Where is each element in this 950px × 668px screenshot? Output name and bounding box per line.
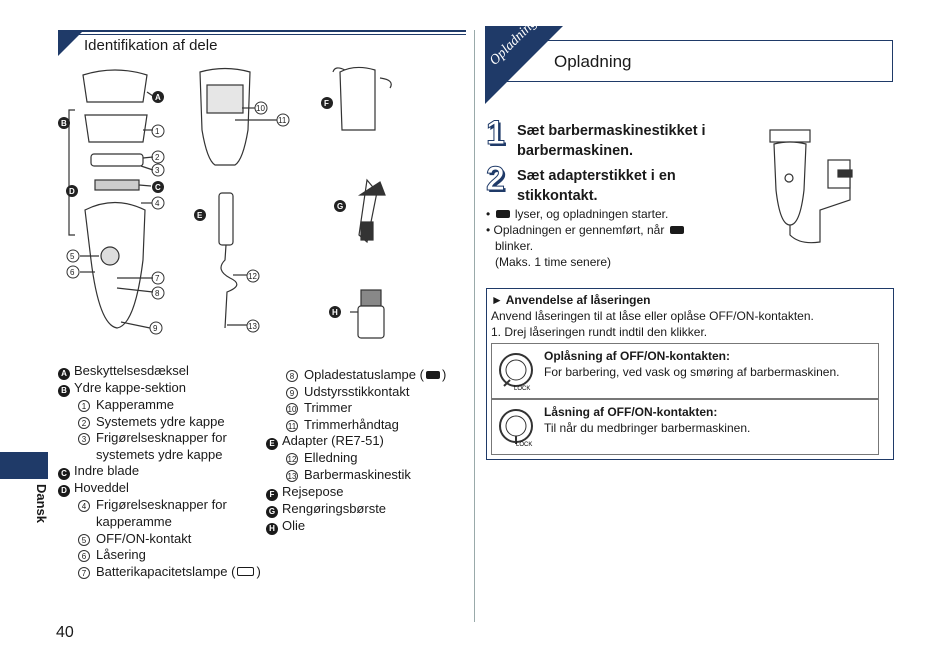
label-10: 10 xyxy=(256,104,265,113)
battery-icon xyxy=(237,567,254,576)
adapter-shape xyxy=(219,193,233,245)
header-rule xyxy=(58,30,466,32)
list-item: B Ydre kappe-sektion xyxy=(58,380,261,397)
language-tab xyxy=(0,452,48,479)
parts-list-left xyxy=(58,363,261,580)
lock-ring-heading: ► Anvendelse af låseringen xyxy=(491,293,651,307)
header-corner-marker xyxy=(58,30,84,56)
lock-dial-icon xyxy=(496,406,536,448)
label-C: C xyxy=(155,183,161,192)
unlock-title: Oplåsning af OFF/ON-kontakten: xyxy=(544,349,731,363)
pouch-shape xyxy=(340,67,375,130)
label-5: 5 xyxy=(70,252,75,261)
lock-ring-instruction: 1. Drej låseringen rundt indtil den klikker. xyxy=(491,325,708,339)
list-item: 10 Trimmer xyxy=(287,400,352,416)
bracket-b xyxy=(69,110,75,235)
label-1: 1 xyxy=(155,127,160,136)
header-rule-thin xyxy=(58,34,466,35)
inner-blades-shape xyxy=(95,180,139,190)
label-12: 12 xyxy=(248,272,257,281)
list-item: 2 Systemets ydre kappe xyxy=(58,414,261,431)
label-6: 6 xyxy=(70,268,75,277)
list-item: 13 Barbermaskinestik xyxy=(287,466,411,482)
protective-cap-shape xyxy=(83,70,147,102)
step-1-text: Sæt barbermaskinestikket i barbermaskinen. xyxy=(517,123,706,159)
list-item: 7 Batterikapacitetslampe ( ) xyxy=(58,564,261,581)
list-item: H Olie xyxy=(266,518,446,535)
unlock-text: For barbering, ved vask og smøring af barbermaskinen. xyxy=(544,365,840,379)
list-item: 1 Kapperamme xyxy=(58,397,261,414)
lock-title: Låsning af OFF/ON-kontakten: xyxy=(544,405,718,419)
cord-shape xyxy=(221,245,237,328)
section-title-charging: Opladning xyxy=(554,52,632,71)
svg-text:LOCK: LOCK xyxy=(516,442,533,448)
label-B: B xyxy=(61,119,67,128)
list-item: D Hoveddel xyxy=(58,480,261,497)
plug-icon xyxy=(426,371,440,379)
charging-bullets: • lyser, og opladningen starter. • Opladningen er gennemført, når blinker. (Maks. 1 time senere) xyxy=(486,206,686,270)
label-8: 8 xyxy=(155,289,160,298)
parts-list-right xyxy=(266,367,446,535)
label-9: 9 xyxy=(153,324,158,333)
list-item: 4 Frigørelsesknapper for xyxy=(58,497,261,514)
lock-ring-description: Anvend låseringen til at låse eller oplåse OFF/ON-kontakten. xyxy=(491,309,814,323)
charging-illustration xyxy=(760,120,870,260)
list-item: F Rejsepose xyxy=(266,484,446,501)
label-A: A xyxy=(155,93,161,102)
label-2: 2 xyxy=(155,153,160,162)
list-item: E Adapter (RE7-51) xyxy=(266,433,446,450)
label-G: G xyxy=(337,202,344,211)
list-item: 5 OFF/ON-kontakt xyxy=(58,531,261,548)
main-body-shape xyxy=(85,203,145,329)
leader-line-a xyxy=(147,92,153,96)
label-4: 4 xyxy=(155,199,160,208)
list-item: A Beskyttelsesdæksel xyxy=(58,363,261,380)
label-E: E xyxy=(197,211,203,220)
list-item: systemets ydre kappe xyxy=(96,446,223,462)
list-item: C Indre blade xyxy=(58,463,261,480)
plug-icon xyxy=(670,226,684,234)
label-F: F xyxy=(324,99,329,108)
list-item: 8 Opladestatuslampe ( ) xyxy=(266,367,446,384)
frame-shape xyxy=(85,115,147,142)
list-item: 3 Frigørelsesknapper for xyxy=(58,430,261,447)
list-item: 6 Låsering xyxy=(58,547,261,564)
corner-tab-label: Opladning xyxy=(487,15,540,69)
label-3: 3 xyxy=(155,166,160,175)
outer-foil-shape xyxy=(91,154,143,166)
label-H: H xyxy=(332,308,338,317)
oil-bottle-shape xyxy=(358,306,384,338)
label-11: 11 xyxy=(278,116,287,125)
list-item: 11 Trimmerhåndtag xyxy=(287,416,399,432)
step-number-2: 2 xyxy=(486,160,505,198)
svg-text:LOCK: LOCK xyxy=(514,386,531,392)
oil-cap-shape xyxy=(361,290,381,306)
unlock-dial-icon xyxy=(496,350,536,392)
list-item: 9 Udstyrsstikkontakt xyxy=(266,384,446,401)
section-title-identification: Identifikation af dele xyxy=(84,37,218,54)
plug-icon xyxy=(496,210,510,218)
page-number: 40 xyxy=(56,624,74,641)
list-item: kapperamme xyxy=(96,513,172,529)
list-item: 12 Elledning xyxy=(287,450,358,466)
label-D: D xyxy=(69,187,75,196)
step-number-1: 1 xyxy=(486,114,505,152)
parts-diagram xyxy=(55,60,465,350)
language-label: Dansk xyxy=(34,484,49,524)
page-divider xyxy=(474,30,475,622)
back-view-shape xyxy=(200,69,250,166)
label-7: 7 xyxy=(155,274,160,283)
step-2-text: Sæt adapterstikket i en stikkontakt. xyxy=(517,168,676,204)
lock-text: Til når du medbringer barbermaskinen. xyxy=(544,421,751,435)
list-item: G Rengøringsbørste xyxy=(266,501,446,518)
label-13: 13 xyxy=(248,322,257,331)
switch-shape xyxy=(101,247,119,265)
